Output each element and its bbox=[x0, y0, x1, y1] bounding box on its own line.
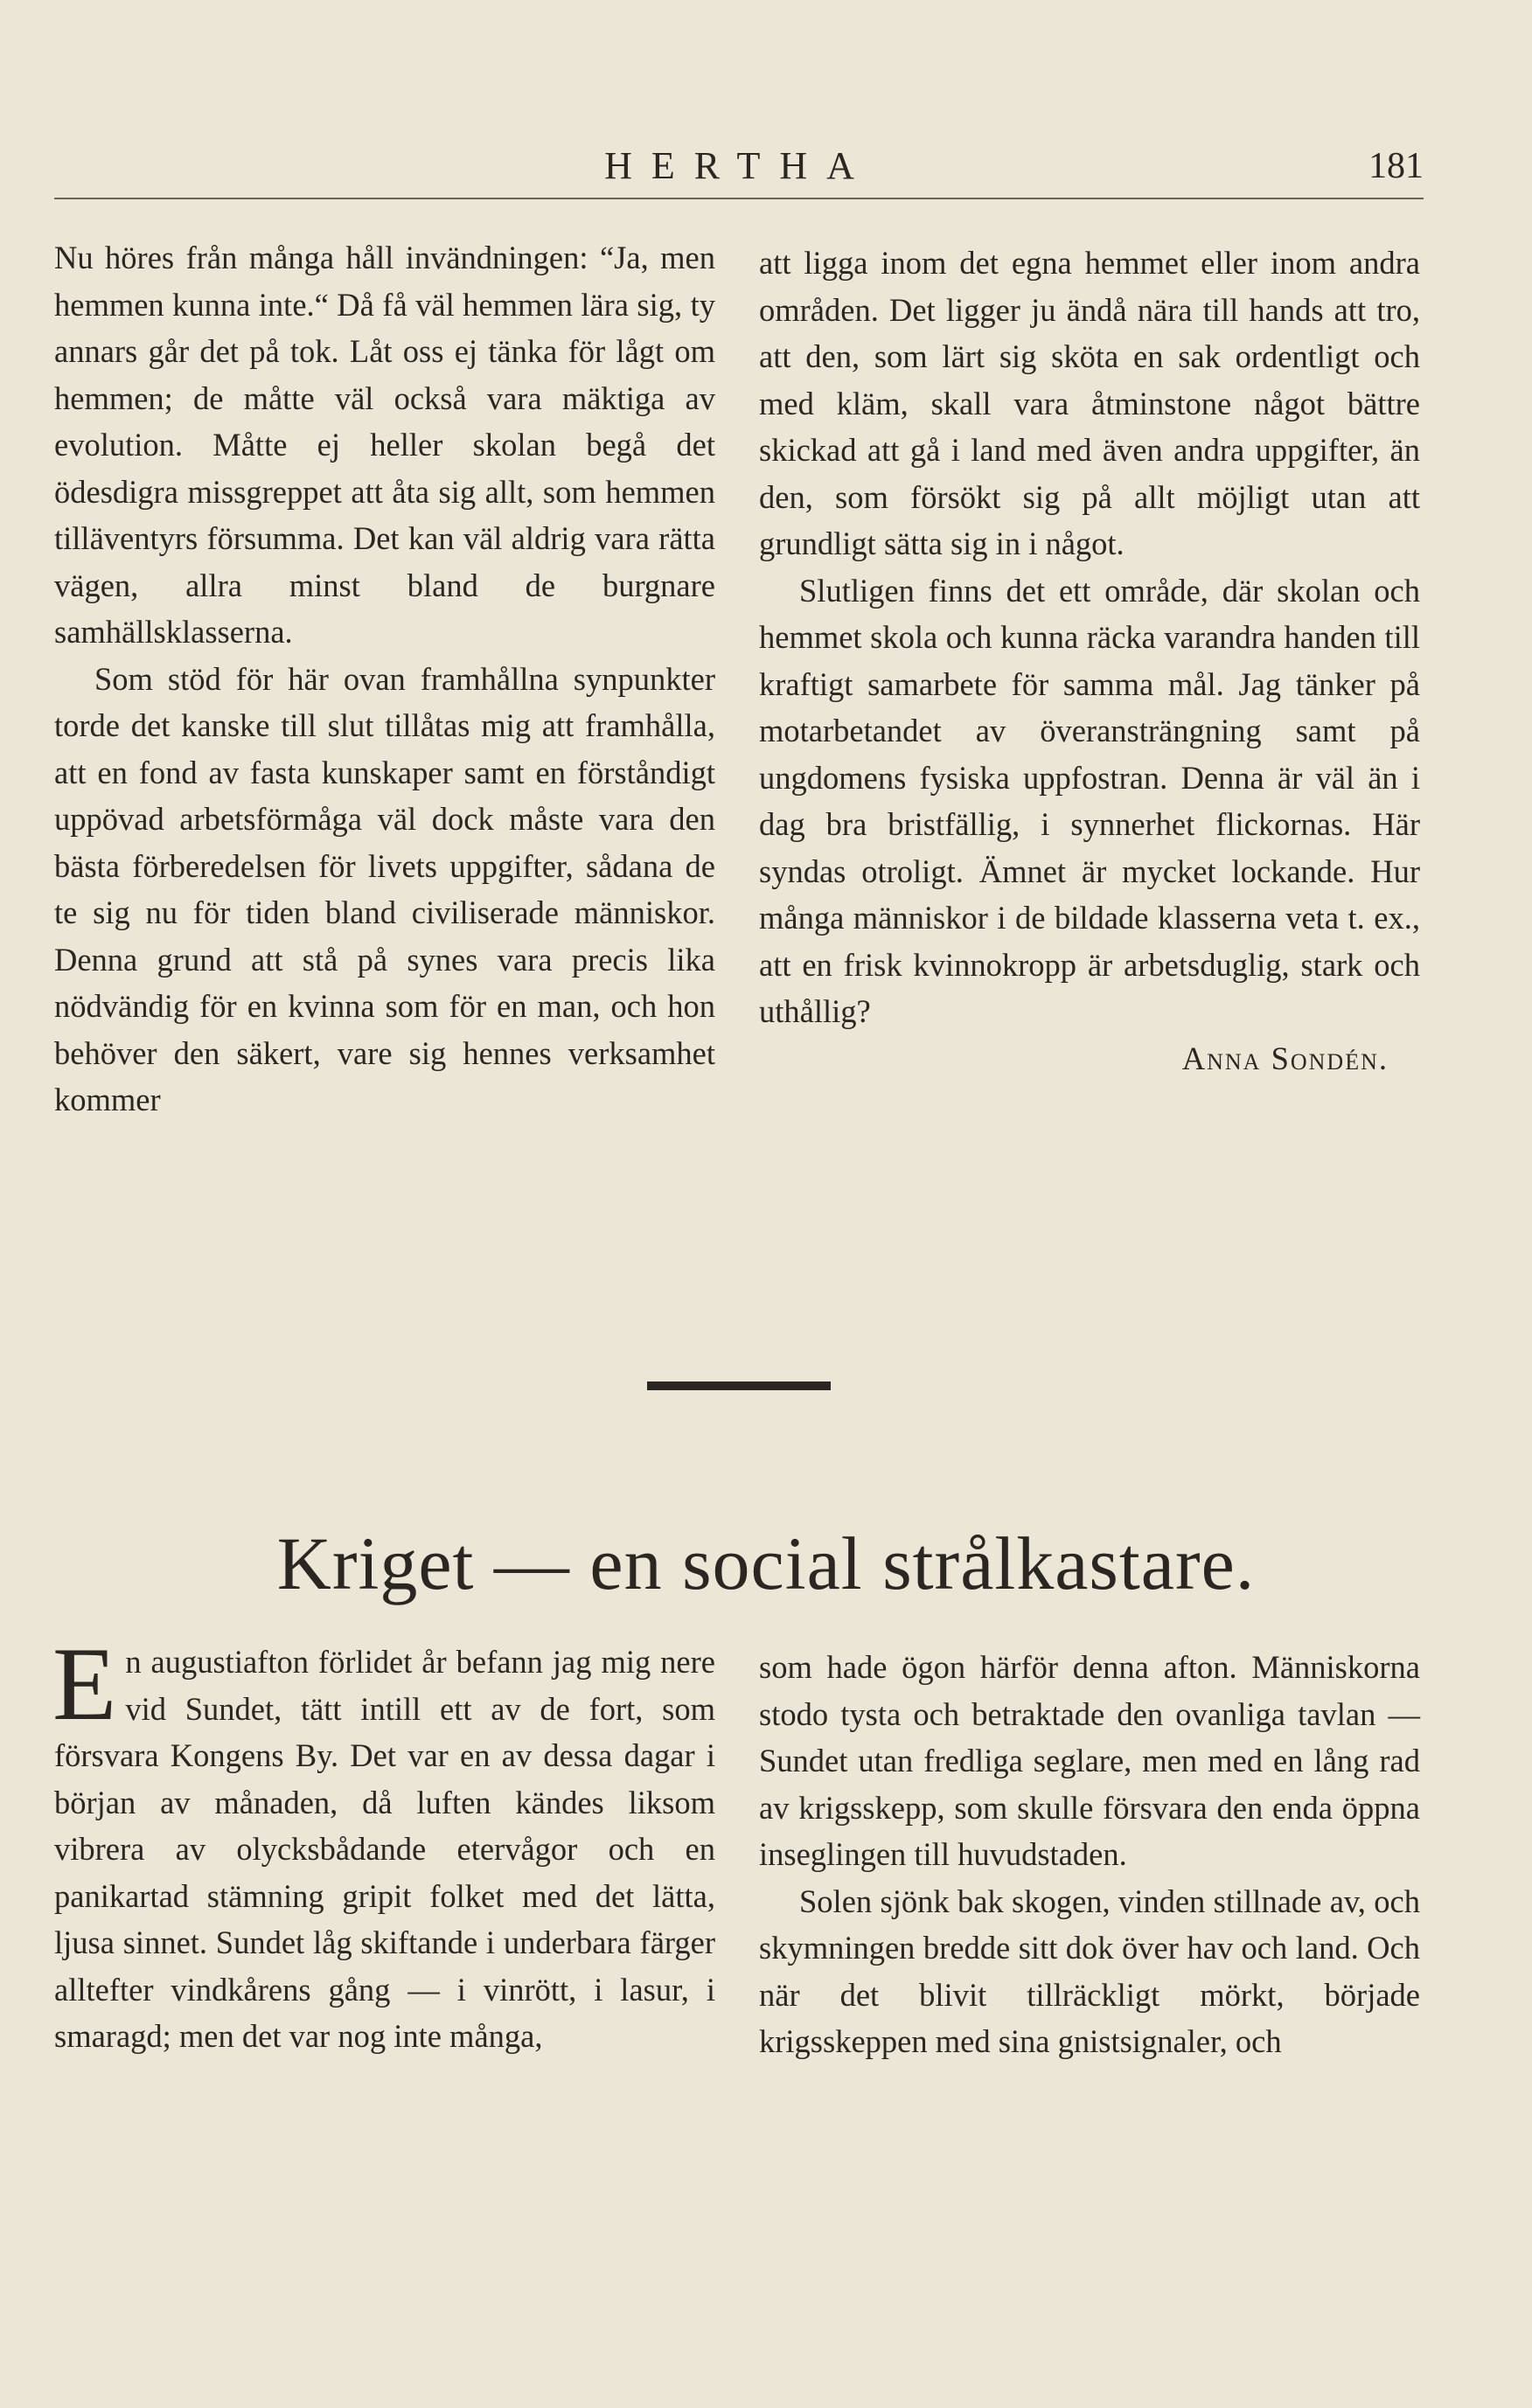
paragraph: Som stöd för här ovan framhållna synpunkter torde det kanske till slut tillåtas mig att framhålla, att en fond av fasta kunskaper samt en förståndigt uppövad arbetsförmåga väl dock måste vara den bästa förberedelsen för livets uppgifter, sådana de te sig nu för tiden bland civiliserade människor. Denna grund att stå på synes vara precis lika nödvändig för en kvinna som för en man, och hon behöver den säkert, vare sig hennes verksamhet kommer bbox=[54, 660, 715, 1117]
article-right-column bbox=[759, 1644, 1420, 2065]
paragraph: att ligga inom det egna hemmet eller inom andra områden. Det ligger ju ändå nära till hands att tro, att den, som lärt sig sköta en sak ordentligt och med kläm, skall vara åtminstone något bättre skickad att gå i land med även andra uppgifter, än den, som försökt sig på allt möjligt utan att grundligt sätta sig in i något. bbox=[759, 245, 1420, 561]
paragraph-text: n augustiafton förlidet år befann jag mig nere vid Sundet, tätt intill ett av de fort, som försvara Kongens By. Det var en av dessa dagar i början av månaden, då luften kändes liksom vibrera av olycksbådande etervågor och en panikartad stämning gripit folket med det lätta, ljusa sinnet. Sundet låg skiftande i underbara färger alltefter vindkårens gång — i vinrött, i lasur, i smaragd; men det var nog inte många, bbox=[54, 1644, 715, 2054]
paragraph bbox=[52, 1625, 715, 2060]
drop-cap: E bbox=[52, 1625, 117, 1742]
article-left-column bbox=[52, 1625, 715, 2060]
paragraph: som hade ögon härför denna afton. Människorna stodo tysta och betraktade den ovanliga tavlan — Sundet utan fredliga seglare, men med en lång rad av krigsskepp, som skulle försvara den enda öppna inseglingen till huvudstaden. bbox=[759, 1649, 1420, 1872]
page-header bbox=[54, 140, 1424, 192]
paragraph: Slutligen finns det ett område, där skolan och hemmet skola och kunna räcka varandra handen till kraftigt samarbete för samma mål. Jag tänker på motarbetandet av överansträngning samt på ungdomens fysiska uppfostran. Denna är väl än i dag bra bristfällig, i synnerhet flickornas. Här syndas otroligt. Ämnet är mycket lockande. Hur många människor i de bildade klasserna veta t. ex., att en frisk kvinnokropp är arbetsduglig, stark och uthållig? bbox=[759, 572, 1420, 1029]
paragraph: Nu höres från många håll invändningen: “Ja, men hemmen kunna inte.“ Då få väl hemmen lära sig, ty annars går det på tok. Låt oss ej tänka för lågt om hemmen; de måtte väl också vara mäktiga av evolution. Måtte ej heller skolan begå det ödesdigra missgreppet att åta sig allt, som hemmen tilläventyrs försumma. Det kan väl aldrig vara rätta vägen, allra minst bland de burgnare samhällsklasserna. bbox=[54, 240, 715, 650]
header-rule bbox=[54, 198, 1424, 199]
section-separator bbox=[647, 1381, 831, 1390]
page-number: 181 bbox=[1368, 146, 1424, 186]
top-right-column bbox=[759, 240, 1420, 1082]
paragraph: Solen sjönk bak skogen, vinden stillnade av, och skymningen bredde sitt dok över hav och land. Och när det blivit tillräckligt mörkt, började krigsskeppen med sina gnistsignaler, och bbox=[759, 1883, 1420, 2059]
journal-title: HERTHA bbox=[604, 144, 874, 187]
top-left-column bbox=[54, 234, 715, 1124]
article-title: Kriget — en social strålkastare. bbox=[276, 1521, 1256, 1605]
author-signature: Anna Sondén. bbox=[1181, 1040, 1389, 1076]
